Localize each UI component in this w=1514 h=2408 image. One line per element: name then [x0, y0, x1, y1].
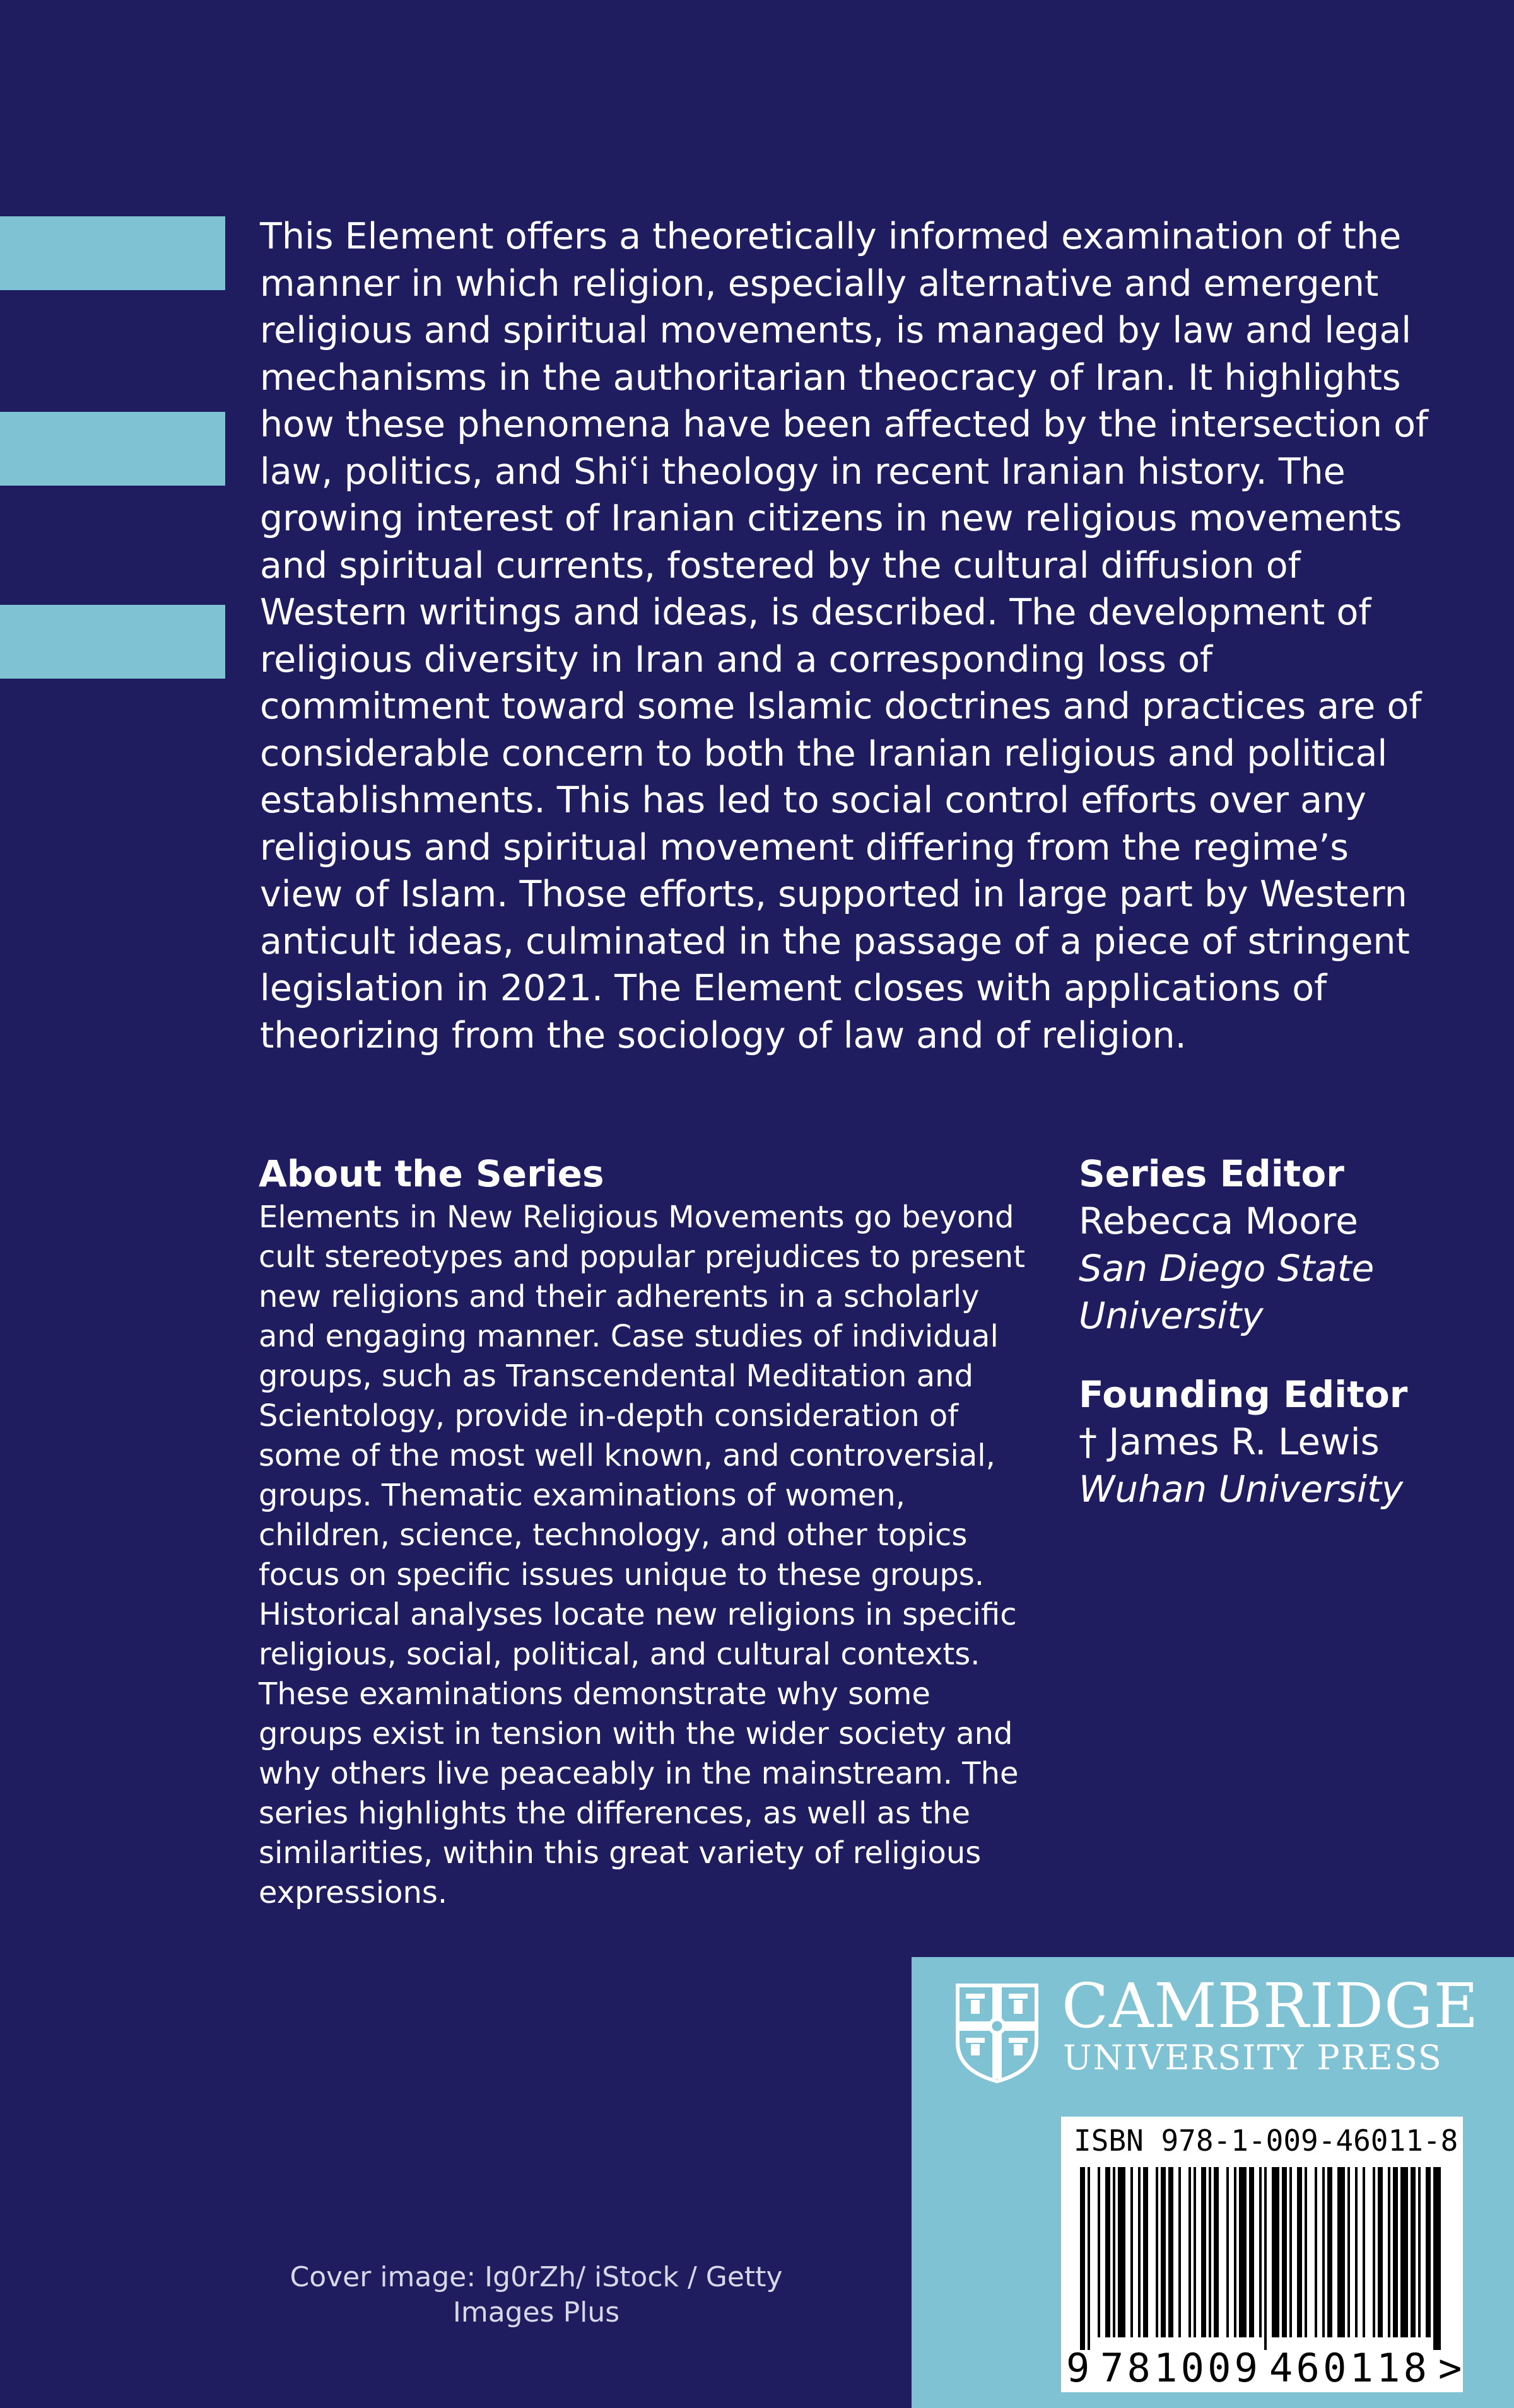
isbn-digits-right: 460118: [1269, 2345, 1427, 2391]
barcode-bar: [1161, 2167, 1166, 2337]
barcode-bar: [1388, 2167, 1390, 2337]
barcode-bar: [1433, 2167, 1441, 2350]
isbn-digits-left: 781009: [1100, 2345, 1258, 2391]
barcode-bar: [1259, 2167, 1262, 2337]
cover-credit-line-1: Cover image: Ig0rZh/ iStock / Getty: [290, 2261, 783, 2293]
accent-bar-1: [0, 216, 225, 290]
barcode-bar: [1168, 2167, 1173, 2337]
barcode-bar: [1239, 2167, 1247, 2337]
barcode-bar: [1194, 2167, 1196, 2337]
barcode-bar: [1264, 2167, 1267, 2350]
isbn-digit-first: 9: [1066, 2345, 1090, 2391]
barcode-bar: [1113, 2167, 1115, 2337]
barcode-bar: [1234, 2167, 1236, 2337]
barcode-bar: [1156, 2167, 1158, 2337]
barcode-bar: [1305, 2167, 1307, 2337]
series-editor-name: Rebecca Moore: [1079, 1200, 1358, 1242]
publisher-panel: [912, 1957, 1514, 2408]
barcode-bar: [1418, 2167, 1421, 2337]
barcode-bar: [1272, 2167, 1279, 2337]
barcode-bar: [1130, 2167, 1133, 2337]
about-series-text: Elements in New Religious Movements go beyond cult stereotypes and popular prejudices to present new religions and their adherents in a scholarly and engaging manner. Case studies of individual groups, such as Transcendental Meditation and Scientology, provide in-depth consideration of some of the most well known, and controversial, groups. Thematic examinations of women, children, science, technology, and other topics focus on specific issues unique to these groups. Historical analyses locate new religions in specific religious, social, political, and cultural contexts. These examinations demonstrate why some groups exist in tension with the wider society and why others live peaceably in the mainstream. The series highlights the differences, as well as the similarities, within this great variety of religious expressions.: [259, 1200, 1026, 1910]
barcode-bar: [1337, 2167, 1345, 2337]
barcode-bar: [1282, 2167, 1287, 2337]
barcode-bar: [1289, 2167, 1292, 2337]
barcode-bar: [1138, 2167, 1141, 2337]
barcode-graphic: [1061, 2117, 1463, 2392]
about-series-heading: About the Series: [259, 1152, 604, 1195]
publisher-subtitle: UNIVERSITY PRESS: [1063, 2038, 1443, 2078]
barcode-bar: [1080, 2167, 1085, 2350]
about-series-section: [259, 1150, 1041, 1913]
cambridge-crest-icon: [954, 1982, 1040, 2083]
isbn-addon-mark: >: [1438, 2345, 1462, 2391]
barcode-bar: [1297, 2167, 1302, 2337]
barcode-bar: [1411, 2167, 1416, 2337]
barcode-bar: [1373, 2167, 1375, 2337]
barcode-bar: [1214, 2167, 1219, 2337]
cover-image-credit: [259, 2260, 814, 2330]
barcode-bar: [1378, 2167, 1383, 2337]
barcode-bar: [1143, 2167, 1148, 2337]
founding-editor-affiliation: Wuhan University: [1079, 1468, 1404, 1511]
barcode-bar: [1400, 2167, 1408, 2337]
barcode-bar: [1209, 2167, 1211, 2337]
barcode-bar: [1249, 2167, 1254, 2337]
barcode-bar: [1118, 2167, 1125, 2337]
barcode-bar: [1327, 2167, 1332, 2337]
accent-bar-3: [0, 605, 225, 679]
barcode-bar: [1201, 2167, 1206, 2337]
barcode-bar: [1178, 2167, 1181, 2337]
barcode-bar: [1188, 2167, 1191, 2337]
isbn-label: ISBN 978-1-009-46011-8: [1074, 2124, 1458, 2158]
series-editor-affiliation: San Diego State University: [1079, 1247, 1375, 1337]
barcode-bar: [1426, 2167, 1431, 2337]
barcode-bar: [1322, 2167, 1325, 2337]
barcode-bar: [1088, 2167, 1090, 2350]
cover-credit-line-2: Images Plus: [452, 2296, 620, 2329]
editors-section: [1079, 1150, 1482, 1513]
barcode-bar: [1393, 2167, 1398, 2337]
publisher-name: CAMBRIDGE: [1062, 1970, 1479, 2042]
founding-editor-heading: Founding Editor: [1079, 1373, 1408, 1416]
founding-editor-name: † James R. Lewis: [1079, 1420, 1380, 1463]
barcode-bar: [1363, 2167, 1365, 2337]
barcode-bar: [1226, 2167, 1229, 2337]
barcode-bar: [1098, 2167, 1100, 2337]
barcode-bar: [1105, 2167, 1110, 2337]
barcode-bar: [1355, 2167, 1358, 2337]
barcode-bar: [1347, 2167, 1350, 2337]
series-editor-heading: Series Editor: [1079, 1152, 1344, 1195]
accent-bar-2: [0, 412, 225, 486]
barcode-bar: [1315, 2167, 1317, 2337]
isbn-barcode: [1061, 2117, 1463, 2392]
book-description: This Element offers a theoretically informed examination of the manner in which religion, especially alternative and emergent religious and spiritual movements, is managed by law and legal mechanisms in the authoritarian theocracy of Iran. It highlights how these phenomena have been affected by the intersection of law, politics, and Shiʿi theology in recent Iranian history. The growing interest of Iranian citizens in new religious movements and spiritual currents, fostered by the cultural diffusion of Western writings and ideas, is described. The development of religious diversity in Iran and a corresponding loss of commitment toward some Islamic doctrines and practices are of considerable concern to both the Iranian religious and political establishments. This has led to social control efforts over any religious and spiritual movement differing from the regime’s view of Islam. Those efforts, supported in large part by Western anticult ideas, culminated in the passage of a piece of stringent legislation in 2021. The Element closes with applications of theorizing from the sociology of law and of religion.: [260, 216, 1429, 1056]
